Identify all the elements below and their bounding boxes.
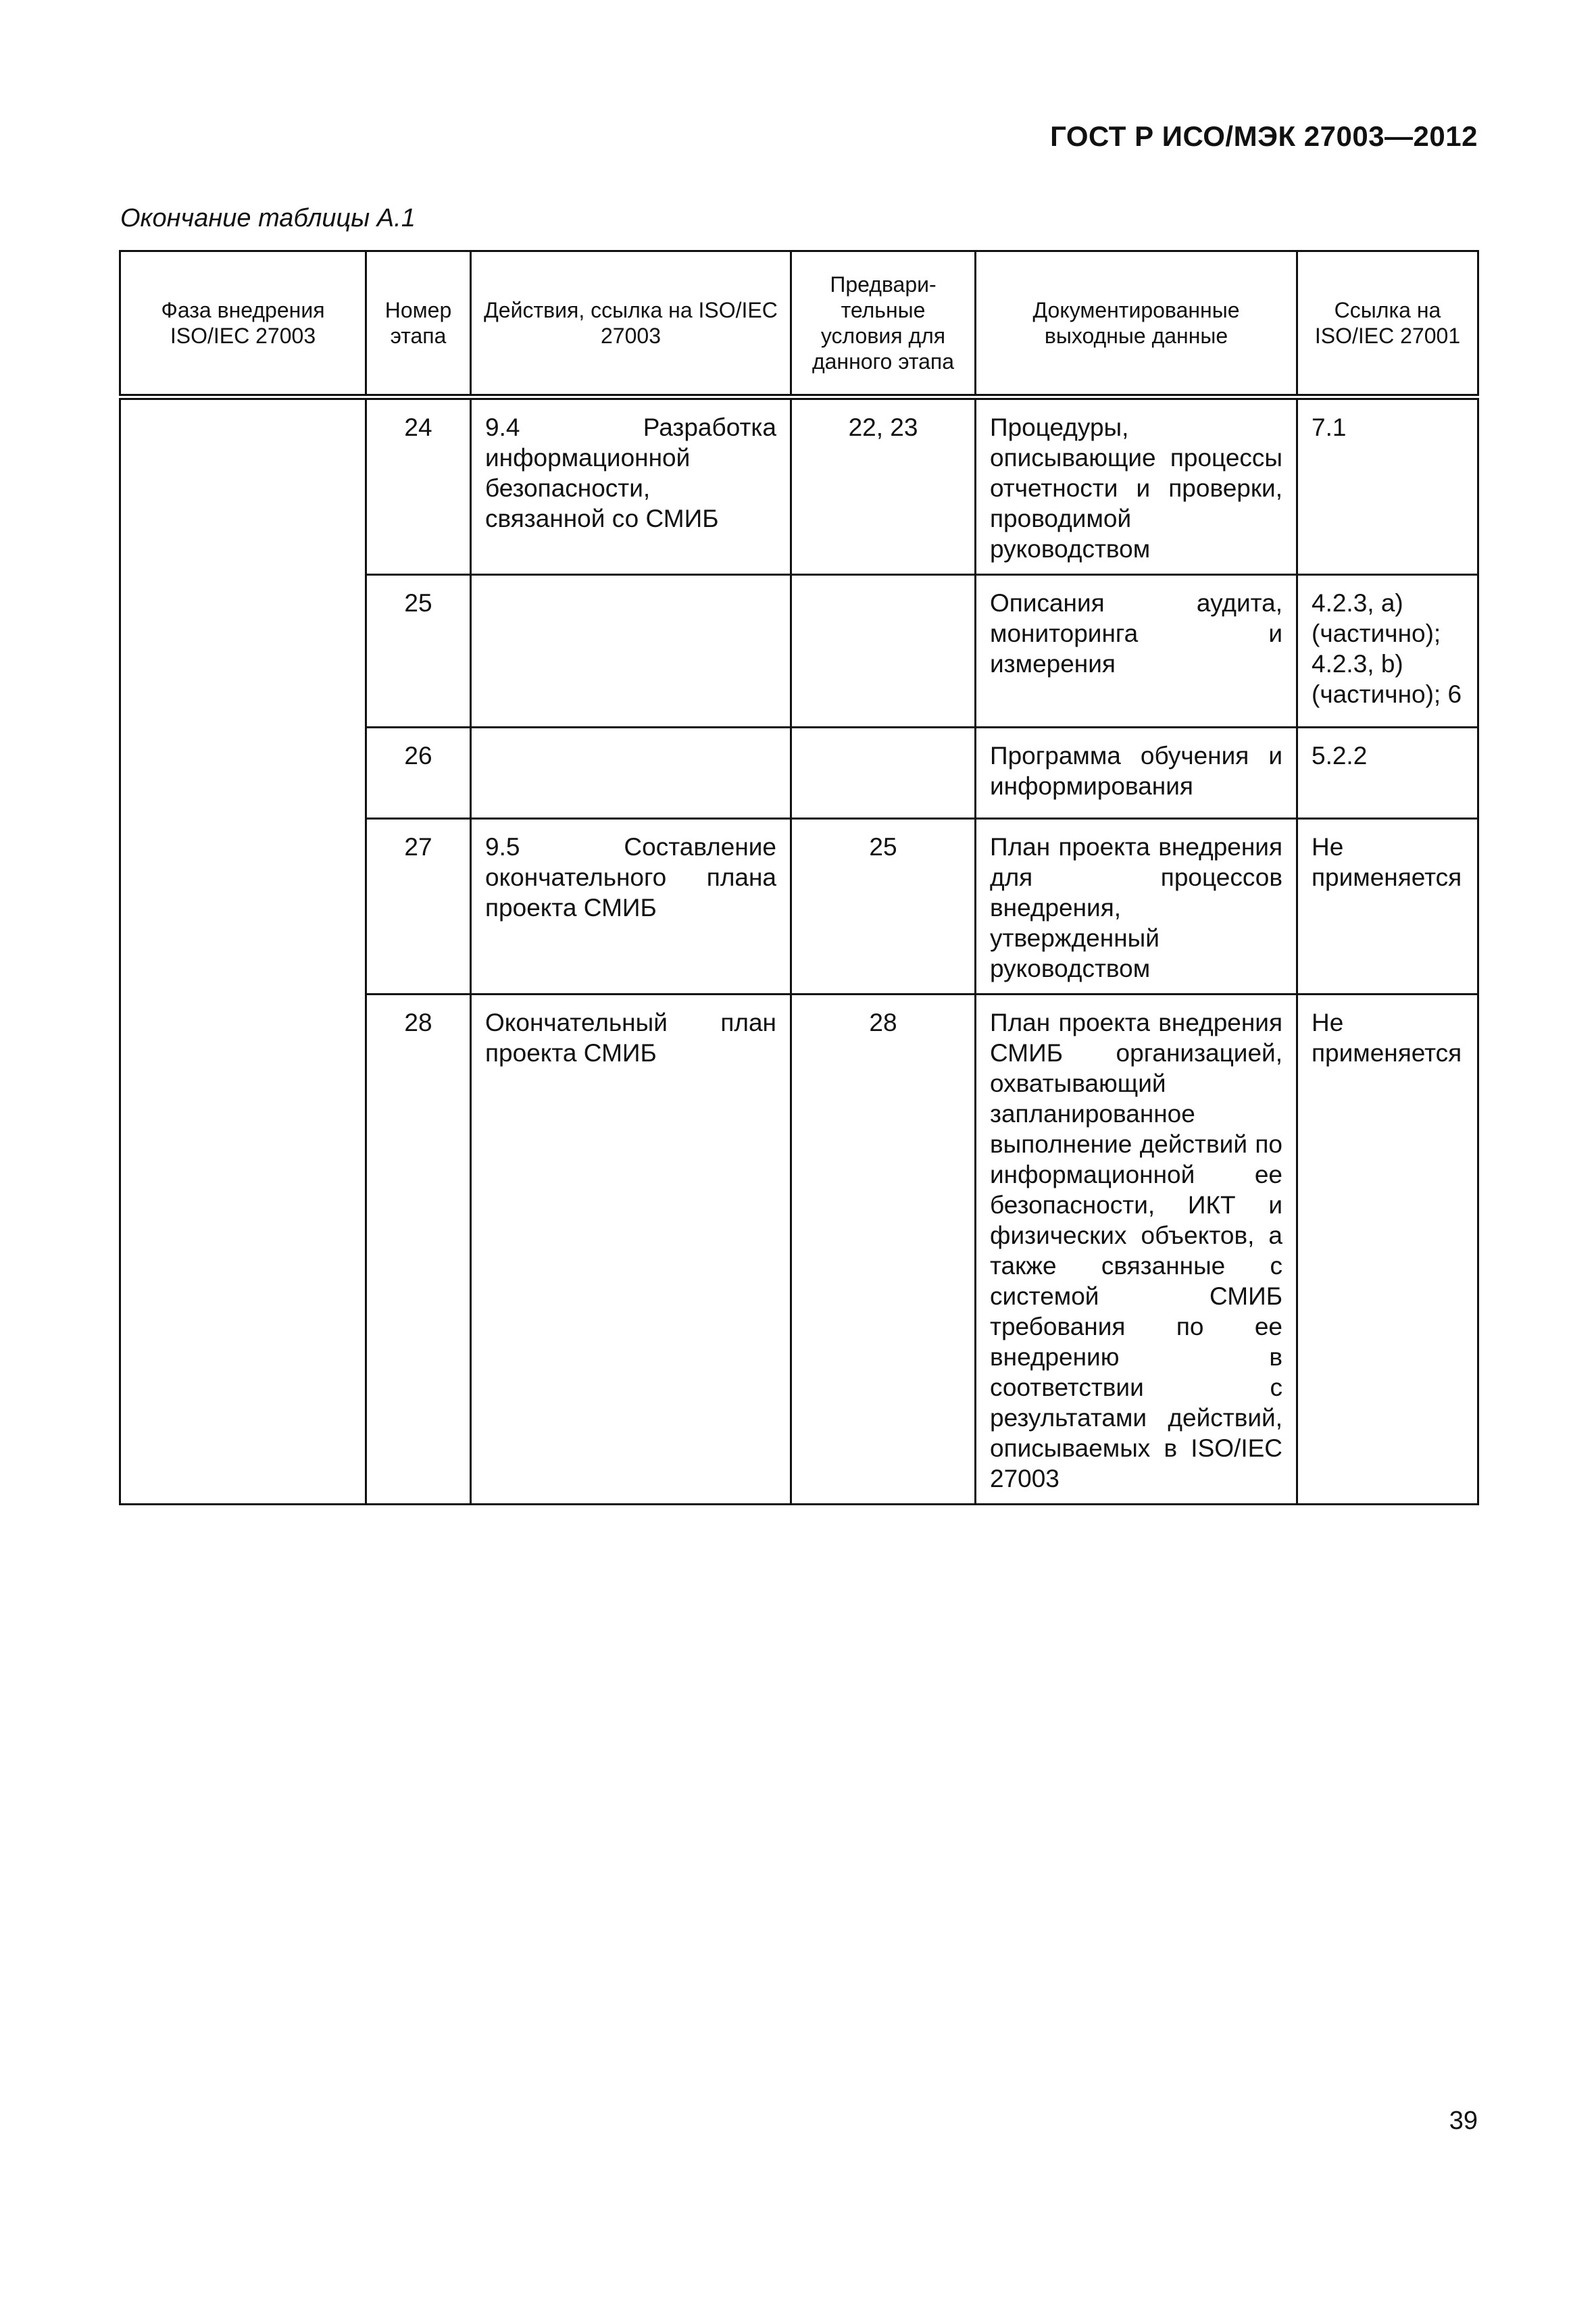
- reference-cell: Не применяется: [1297, 995, 1478, 1505]
- output-cell: План проекта внедрения СМИБ организацией, охватывающий запланированное выполнение действий по информационной ее безопасности, ИКТ и физических объектов, а также связанные с системой СМИБ требования по ее внедрению в соответствии с результатами действий, описываемых в ISO/IEC 27003: [976, 995, 1297, 1505]
- output-cell: Программа обучения и информирования: [976, 728, 1297, 819]
- output-cell: План проекта внедрения для процессов внедрения, утвержденный руководством: [976, 819, 1297, 995]
- header-actions: Действия, ссылка на ISO/IEC 27003: [471, 251, 791, 397]
- reference-cell: 5.2.2: [1297, 728, 1478, 819]
- step-number-cell: 28: [366, 995, 471, 1505]
- prerequisite-cell: [791, 575, 976, 728]
- prerequisite-cell: 28: [791, 995, 976, 1505]
- action-cell: [471, 575, 791, 728]
- reference-cell: 4.2.3, a) (частично); 4.2.3, b) (частично); 6: [1297, 575, 1478, 728]
- table-row: [120, 397, 1478, 575]
- table-caption: Окончание таблицы А.1: [120, 204, 416, 232]
- prerequisite-cell: 22, 23: [791, 397, 976, 575]
- step-number-cell: 25: [366, 575, 471, 728]
- header-prerequisites: Предвари-тельные условия для данного этапа: [791, 251, 976, 397]
- header-step-number: Номер этапа: [366, 251, 471, 397]
- implementation-table: [119, 250, 1479, 1505]
- output-cell: Описания аудита, мониторинга и измерения: [976, 575, 1297, 728]
- header-iso-27001-ref: Ссылка на ISO/IEC 27001: [1297, 251, 1478, 397]
- header-documented-output: Документированные выходные данные: [976, 251, 1297, 397]
- prerequisite-cell: 25: [791, 819, 976, 995]
- prerequisite-cell: [791, 728, 976, 819]
- phase-cell: [120, 397, 366, 1505]
- reference-cell: 7.1: [1297, 397, 1478, 575]
- output-cell: Процедуры, описывающие процессы отчетности и проверки, проводимой руководством: [976, 397, 1297, 575]
- step-number-cell: 27: [366, 819, 471, 995]
- action-cell: 9.5 Составление окончательного плана проекта СМИБ: [471, 819, 791, 995]
- step-number-cell: 24: [366, 397, 471, 575]
- page-number: 39: [1449, 2107, 1478, 2135]
- action-cell: [471, 728, 791, 819]
- action-cell: 9.4 Разработка информационной безопасности, связанной со СМИБ: [471, 397, 791, 575]
- header-phase: Фаза внедрения ISO/IEC 27003: [120, 251, 366, 397]
- table-header-row: [120, 251, 1478, 397]
- document-header: ГОСТ Р ИСО/МЭК 27003—2012: [1050, 120, 1478, 152]
- step-number-cell: 26: [366, 728, 471, 819]
- action-cell: Окончательный план проекта СМИБ: [471, 995, 791, 1505]
- reference-cell: Не применяется: [1297, 819, 1478, 995]
